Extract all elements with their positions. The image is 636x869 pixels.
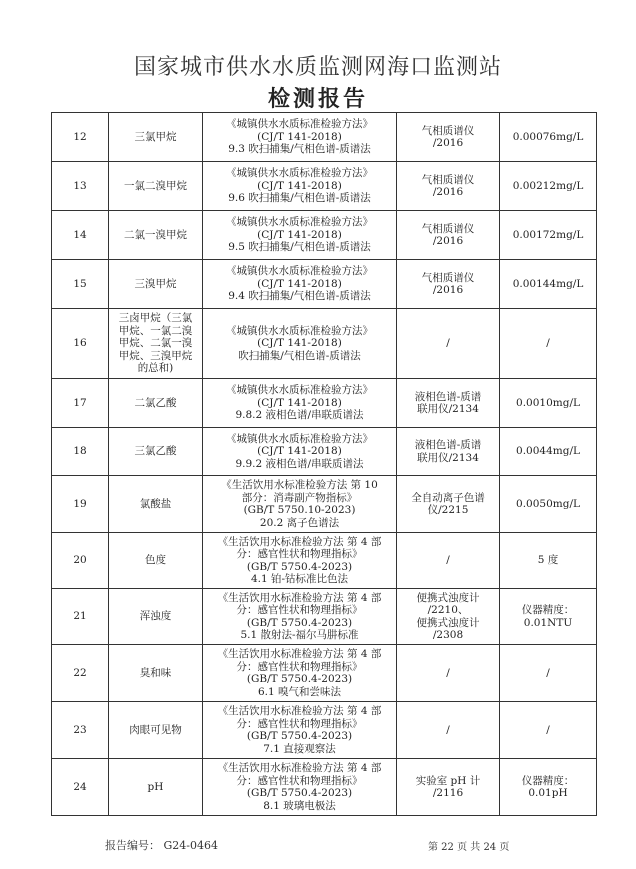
cell-result — [500, 211, 597, 260]
cell-method-line: 《生活饮用水标准检验方法 第 4 部 — [217, 535, 382, 548]
cell-item-line: 三氯甲烷 — [134, 130, 177, 143]
cell-result-line: / — [546, 337, 550, 350]
cell-result-line: 0.00212mg/L — [512, 179, 584, 192]
cell-method-line: 《生活饮用水标准检验方法 第 4 部 — [217, 762, 382, 774]
cell-result-line: 0.00172mg/L — [512, 228, 584, 241]
cell-result-line: 0.0050mg/L — [516, 497, 580, 510]
cell-method-line: 6.1 嗅气和尝味法 — [257, 685, 342, 698]
cell-number: 21 — [52, 589, 109, 645]
cell-item-line: 臭和味 — [139, 666, 172, 679]
cell-item-line: 氯酸盐 — [139, 497, 172, 510]
cell-item — [109, 533, 203, 589]
cell-instrument-line: 气相质谱仪 — [421, 222, 475, 235]
cell-method-line: 《生活饮用水标准检验方法 第 4 部 — [217, 648, 382, 660]
cell-instrument-line: /2016 — [432, 284, 464, 296]
cell-item — [109, 113, 203, 162]
cell-instrument-line: 联用仪/2134 — [417, 403, 479, 415]
cell-instrument-line: /2016 — [432, 186, 464, 198]
table-row — [52, 702, 597, 759]
cell-method-line: (CJ/T 141-2018) — [257, 130, 342, 143]
cell-result — [500, 309, 597, 379]
cell-method-line: 吹扫捕集/气相色谱-质谱法 — [238, 349, 361, 362]
cell-method — [203, 702, 397, 759]
cell-result-line: 5 度 — [537, 554, 559, 567]
cell-instrument-line: 气相质谱仪 — [421, 173, 475, 186]
cell-method — [203, 309, 397, 379]
cell-result — [500, 645, 597, 702]
cell-item — [109, 260, 203, 309]
cell-instrument — [397, 476, 500, 533]
cell-method — [203, 428, 397, 476]
cell-number: 24 — [52, 759, 109, 816]
cell-method-line: 9.8.2 液相色谱/串联质谱法 — [235, 409, 364, 422]
cell-instrument — [397, 260, 500, 309]
cell-instrument-line: / — [446, 666, 450, 679]
cell-item-line: pH — [147, 780, 164, 793]
cell-method-line: (GB/T 5750.4-2023) — [246, 673, 353, 685]
page-number: 第 22 页 共 24 页 — [428, 842, 510, 853]
cell-item — [109, 379, 203, 428]
cell-instrument — [397, 533, 500, 589]
cell-number: 16 — [52, 309, 109, 379]
cell-method-line: 《城镇供水水质标准检验方法》 — [226, 265, 373, 278]
table-row — [52, 309, 597, 379]
cell-number: 23 — [52, 702, 109, 759]
cell-item-line: 甲烷、三溴甲烷 — [118, 349, 193, 362]
cell-item — [109, 645, 203, 702]
cell-method — [203, 211, 397, 260]
cell-method-line: (CJ/T 141-2018) — [257, 396, 342, 409]
cell-result — [500, 113, 597, 162]
cell-method — [203, 260, 397, 309]
cell-method-line: (CJ/T 141-2018) — [257, 228, 342, 241]
cell-instrument-line: /2016 — [432, 235, 464, 247]
cell-method-line: (GB/T 5750.4-2023) — [246, 616, 353, 629]
cell-instrument-line: / — [446, 554, 450, 567]
cell-method-line: 分：感官性状和物理指标》 — [236, 548, 363, 560]
cell-instrument-line: 联用仪/2134 — [417, 451, 479, 464]
cell-item — [109, 759, 203, 816]
cell-method-line: 部分：消毒副产物指标》 — [241, 491, 358, 504]
cell-method — [203, 533, 397, 589]
cell-instrument — [397, 428, 500, 476]
cell-item-line: 的总和) — [137, 362, 174, 375]
cell-result-line: 0.00144mg/L — [512, 277, 584, 290]
cell-result — [500, 260, 597, 309]
cell-number: 15 — [52, 260, 109, 309]
cell-item-line: 肉眼可见物 — [129, 723, 182, 736]
cell-method-line: 5.1 散射法-福尔马肼标准 — [240, 629, 359, 641]
cell-instrument-line: 液相色谱-质谱 — [414, 439, 482, 451]
table-row — [52, 379, 597, 428]
table-row — [52, 113, 597, 162]
cell-method-line: 9.5 吹扫捕集/气相色谱-质谱法 — [228, 241, 371, 254]
cell-method — [203, 589, 397, 645]
cell-method-line: 7.1 直接观察法 — [263, 742, 336, 755]
cell-item — [109, 702, 203, 759]
cell-method-line: 分：感官性状和物理指标》 — [236, 774, 363, 787]
cell-instrument-line: 气相质谱仪 — [421, 124, 475, 137]
cell-result — [500, 533, 597, 589]
cell-result-line: / — [546, 666, 550, 679]
cell-instrument-line: 便携式浊度计 — [416, 591, 480, 604]
cell-instrument — [397, 379, 500, 428]
cell-method-line: 8.1 玻璃电极法 — [263, 799, 336, 812]
cell-number: 14 — [52, 211, 109, 260]
cell-result-line: 0.01pH — [528, 787, 568, 799]
table-row — [52, 428, 597, 476]
cell-method-line: 9.4 吹扫捕集/气相色谱-质谱法 — [228, 290, 371, 303]
cell-instrument-line: / — [446, 723, 450, 736]
cell-number: 12 — [52, 113, 109, 162]
cell-result — [500, 379, 597, 428]
cell-number: 18 — [52, 428, 109, 476]
cell-instrument-line: 仪/2215 — [427, 504, 469, 516]
cell-instrument — [397, 702, 500, 759]
cell-item-line: 甲烷、二氯一溴 — [118, 337, 193, 350]
cell-number: 22 — [52, 645, 109, 702]
cell-result — [500, 759, 597, 816]
cell-result — [500, 702, 597, 759]
cell-instrument-line: 便携式浊度计 — [416, 616, 480, 629]
cell-method — [203, 379, 397, 428]
report-title: 检测报告 — [267, 86, 368, 112]
cell-instrument — [397, 589, 500, 645]
table-row — [52, 211, 597, 260]
cell-method-line: (GB/T 5750.4-2023) — [246, 730, 353, 742]
cell-instrument — [397, 162, 500, 211]
cell-result-line: 仪器精度： — [521, 604, 575, 616]
cell-item — [109, 211, 203, 260]
cell-result-line: 0.01NTU — [523, 616, 573, 629]
cell-method-line: 《城镇供水水质标准检验方法》 — [226, 384, 373, 397]
table-row — [52, 645, 597, 702]
cell-number: 19 — [52, 476, 109, 533]
cell-result — [500, 476, 597, 533]
report-number: 报告编号： G24-0464 — [105, 839, 218, 852]
cell-instrument — [397, 759, 500, 816]
cell-instrument-line: /2308 — [432, 629, 464, 641]
cell-item-line: 一氯二溴甲烷 — [124, 179, 187, 192]
cell-number: 17 — [52, 379, 109, 428]
cell-instrument — [397, 309, 500, 379]
cell-item-line: 二氯乙酸 — [134, 396, 177, 409]
cell-method-line: 分：感官性状和物理指标》 — [236, 604, 363, 616]
cell-result-line: 仪器精度： — [521, 774, 575, 787]
station-title: 国家城市供水水质监测网海口监测站 — [133, 55, 502, 80]
cell-method — [203, 476, 397, 533]
cell-item-line: 色度 — [145, 554, 166, 567]
cell-method-line: 《城镇供水水质标准检验方法》 — [226, 167, 373, 180]
cell-method-line: 《生活饮用水标准检验方法 第 10 — [221, 479, 378, 491]
cell-result — [500, 589, 597, 645]
table-row — [52, 533, 597, 589]
table-row — [52, 759, 597, 816]
cell-item-line: 甲烷、一氯二溴 — [118, 324, 193, 337]
cell-result-line: 0.0010mg/L — [516, 396, 580, 409]
cell-method-line: (CJ/T 141-2018) — [257, 445, 342, 458]
cell-item-line: 三氯乙酸 — [134, 445, 177, 458]
cell-instrument-line: /2116 — [432, 787, 464, 799]
cell-method-line: 《城镇供水水质标准检验方法》 — [226, 432, 373, 445]
cell-item-line: 三溴甲烷 — [134, 277, 177, 290]
cell-method-line: 分：感官性状和物理指标》 — [236, 717, 363, 730]
cell-method-line: 《城镇供水水质标准检验方法》 — [226, 118, 373, 131]
cell-instrument-line: 气相质谱仪 — [421, 271, 475, 284]
cell-result-line: / — [546, 723, 550, 736]
cell-instrument-line: 实验室 pH 计 — [415, 774, 481, 787]
cell-number: 20 — [52, 533, 109, 589]
cell-method-line: (CJ/T 141-2018) — [257, 277, 342, 290]
cell-instrument-line: 液相色谱-质谱 — [414, 390, 482, 403]
cell-method-line: (CJ/T 141-2018) — [257, 179, 342, 192]
cell-instrument-line: / — [446, 337, 450, 350]
cell-instrument-line: /2016 — [432, 137, 464, 149]
cell-result — [500, 162, 597, 211]
cell-method-line: 4.1 铂-钴标准比色法 — [250, 573, 349, 585]
cell-instrument-line: /2210、 — [427, 604, 469, 616]
cell-method-line: (GB/T 5750.10-2023) — [243, 504, 356, 516]
cell-item — [109, 476, 203, 533]
table-row — [52, 162, 597, 211]
cell-item — [109, 309, 203, 379]
cell-method-line: 9.6 吹扫捕集/气相色谱-质谱法 — [228, 192, 371, 205]
cell-item — [109, 589, 203, 645]
cell-item — [109, 162, 203, 211]
cell-item — [109, 428, 203, 476]
cell-instrument — [397, 645, 500, 702]
cell-method-line: (GB/T 5750.4-2023) — [246, 787, 353, 799]
table-row — [52, 476, 597, 533]
cell-instrument — [397, 113, 500, 162]
cell-result — [500, 428, 597, 476]
cell-instrument-line: 全自动离子色谱 — [411, 491, 485, 504]
cell-method-line: 分：感官性状和物理指标》 — [236, 660, 363, 673]
table-row — [52, 589, 597, 645]
cell-item-line: 浑浊度 — [139, 610, 172, 623]
cell-result-line: 0.0044mg/L — [516, 445, 580, 458]
table-row — [52, 260, 597, 309]
cell-method-line: 《生活饮用水标准检验方法 第 4 部 — [217, 591, 382, 604]
cell-method-line: 《生活饮用水标准检验方法 第 4 部 — [217, 705, 382, 717]
cell-method-line: 《城镇供水水质标准检验方法》 — [226, 324, 373, 337]
cell-method — [203, 113, 397, 162]
cell-instrument — [397, 211, 500, 260]
cell-method — [203, 162, 397, 211]
cell-method-line: (GB/T 5750.4-2023) — [246, 560, 353, 573]
cell-number: 13 — [52, 162, 109, 211]
cell-result-line: 0.00076mg/L — [512, 130, 584, 143]
cell-method — [203, 759, 397, 816]
cell-method-line: 9.9.2 液相色谱/串联质谱法 — [235, 457, 364, 470]
cell-method-line: 《城镇供水水质标准检验方法》 — [226, 216, 373, 229]
cell-method-line: 20.2 离子色谱法 — [259, 516, 340, 529]
cell-method-line: 9.3 吹扫捕集/气相色谱-质谱法 — [228, 143, 371, 156]
cell-method — [203, 645, 397, 702]
results-table — [51, 112, 597, 816]
cell-item-line: 三卤甲烷（三氯 — [118, 312, 193, 325]
cell-method-line: (CJ/T 141-2018) — [257, 337, 342, 350]
cell-item-line: 二氯一溴甲烷 — [124, 228, 187, 241]
